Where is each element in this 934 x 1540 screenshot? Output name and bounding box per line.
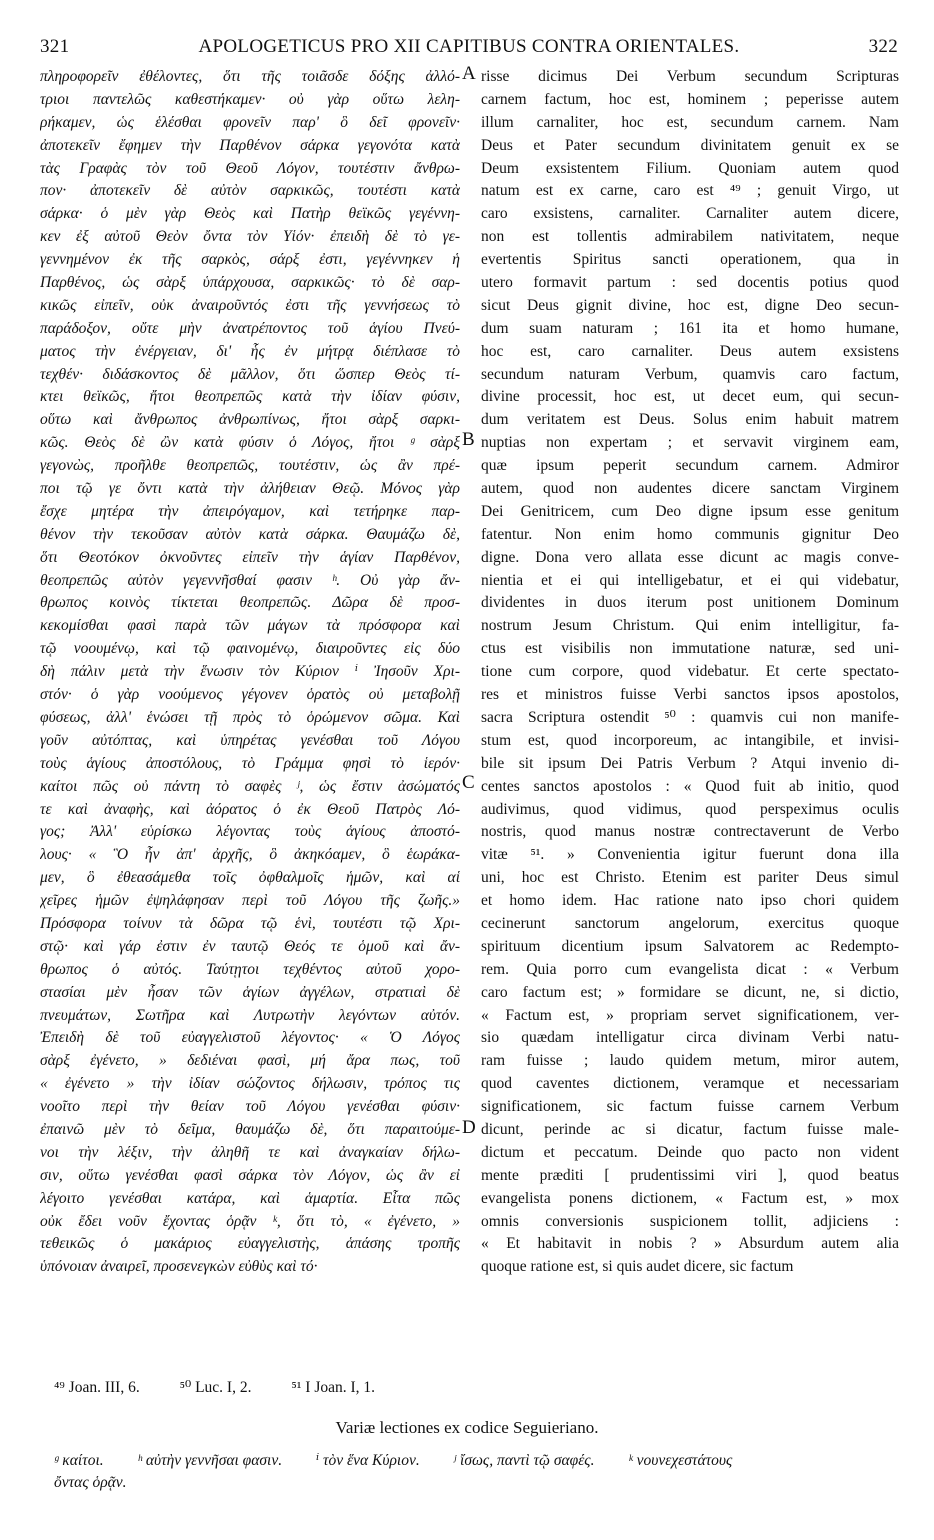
text-line: ποι τῷ γε ὄντι κατὰ τὴν ἀλήθειαν Θεῷ. Μόνος γὰρ [40,480,460,498]
text-line: οὐκ ἔδει νοῦν ἔχοντας ὁρᾷν ᵏ, ὅτι τὸ, « ἐγένετο, » [40,1212,460,1230]
footnote-51: ⁵¹ I Joan. I, 1. [291,1379,376,1396]
text-line: secundum naturam Verbum, quamvis caro factum, [481,365,899,383]
footnote-49: ⁴⁹ Joan. III, 6. [54,1379,140,1396]
variant-h: ʰ αὐτὴν γεννῆσαι φασιν. [137,1452,283,1469]
text-line: non est tollentis admirabilem nativitatem, neque [481,228,899,246]
text-line: digne. Dona vero allata esse dicunt ac magis conve- [481,548,899,566]
text-line: κεκομίσθαι φασὶ παρὰ τῶν μάγων τὰ πρόσφορα καὶ [40,617,460,635]
text-line: natum est ex carne, caro est ⁴⁹ ; genuit Virgo, ut [481,182,899,200]
text-line: tione cum corpore, quod videbatur. Et certe spectato- [481,663,899,681]
text-line: ἀποτεκεῖν ἔφημεν τὴν Παρθένον σάρκα γεγονότα κατὰ [40,136,460,154]
text-line: θρωπος κοινὸς τίκτεται θεοπρεπῶς. Δῶρα δὲ προσ- [40,594,460,612]
text-line: « ἐγένετο » τὴν ἰδίαν σώζοντος δήλωσιν, τρόπος τις [40,1075,460,1093]
text-line: illum carnaliter, hoc est, secundum carnem. Nam [481,113,899,131]
text-line: quoque ratione est, si quis audet dicere, sic factum [481,1258,794,1276]
footnote-50: ⁵⁰ Luc. I, 2. [179,1379,252,1396]
text-line: dum veritatem est Deus. Solus enim habuit matrem [481,411,899,429]
text-line: γος; Ἀλλ' εὑρίσκω λέγοντας τοὺς ἁγίους ἀποστό- [40,823,460,841]
text-line: Παρθένος, ὡς σὰρξ ὑπάρχουσα, σαρκικῶς· τὸ δὲ σαρ- [40,274,460,292]
footnotes [54,1378,874,1397]
greek-text-column [40,66,460,1279]
latin-text-column [481,66,899,1279]
text-line: caro factum est; » formidare se dicunt, ne, si dictio, [481,983,899,1001]
running-title: APOLOGETICUS PRO XII CAPITIBUS CONTRA ORIENTALES. [198,36,740,57]
text-line: caro exsistens, carnaliter. Carnaliter autem dicere, [481,205,899,223]
text-line: τὰς Γραφὰς τὸν τοῦ Θεοῦ Λόγον, τουτέστιν ἄνθρω- [40,159,460,177]
text-line: carnem factum, hoc est, hominem ; peperisse autem [481,90,899,108]
text-line: σιν, οὕτω γενέσθαι φασὶ σάρκα τὸν Λόγον, ὡς ἂν εἰ [40,1166,460,1184]
text-line: quod caventes dictionem, veramque et necessariam [481,1075,899,1093]
text-line: omnis conversionis suspicionem tollit, adjiciens : [481,1212,899,1230]
text-line: σὰρξ ἐγένετο, » δεδιέναι φασὶ, μή ἄρα πως, τοῦ [40,1052,460,1070]
text-line: κῶς. Θεὸς δὲ ὢν κατὰ φύσιν ὁ Λόγος, ἤτοι ᵍ σὰρξ [40,434,460,452]
text-line: nostris, quod manus nostræ contrectaverunt de Verbo [481,823,899,841]
variant-i: ⁱ τὸν ἕνα Κύριον. [315,1452,420,1469]
text-line: « Factum est, » propriam servet significationem, ver- [481,1006,899,1024]
text-line: significationem, sic factum fuisse carnem Verbum [481,1098,899,1116]
text-line: ἔσχε μητέρα τὴν ἀπειρόγαμον, καὶ τετήρηκε παρ- [40,502,460,520]
text-line: τριοι παντελῶς καθεστήκαμεν· οὐ γὰρ οὕτω λελη- [40,90,460,108]
text-line: κεν ἐξ αὐτοῦ Θεὸν ὄντα τὸν Υἱόν· ἐπειδὴ δὲ τὸ γε- [40,228,460,246]
text-line: στόν· ὁ γὰρ νοούμενος γέγονεν ὁρατὸς οὐ μεταβολῇ [40,686,460,704]
section-marker-d: D [462,1117,476,1138]
text-line: nientia et ei qui intelligebatur, et ei qui videbatur, [481,571,899,589]
text-line: bile sit ipsum Dei Patris Verbum ? Atqui invenio di- [481,754,899,772]
text-line: Ἐπειδὴ δὲ τοῦ εὐαγγελιστοῦ λέγοντος· « Ὁ Λόγος [40,1029,460,1047]
text-line: « Et habitavit in nobis ? » Absurdum autem alia [481,1235,899,1253]
text-line: γεγονὼς, προῆλθε θεοπρεπῶς, τουτέστιν, ὡς ἂν πρέ- [40,457,460,475]
text-line: τεθεικῶς ὁ μακάριος εὐαγγελιστὴς, ἁπάσης τροπῆς [40,1235,460,1253]
variant-k: ᵏ νουνεχεστάτους [628,1452,733,1469]
text-line: ἐπαινῶ μὲν τὸ δεῖμα, θαυμάζω δὲ, ὅτι παραιτούμε- [40,1120,460,1138]
variae-lectiones-title: Variæ lectiones ex codice Seguieriano. [335,1418,599,1437]
text-line: spirituum dicentium ipsum Salvatorem ac Redempto- [481,937,899,955]
section-marker-c: C [462,772,475,793]
text-line: θένον τὴν τεκοῦσαν αὐτὸν κατὰ σάρκα. Θαυμάζω δὲ, [40,525,460,543]
text-line: δὴ πάλιν μετὰ τὴν ἕνωσιν τὸν Κύριον ⁱ Ἰησοῦν Χρι- [40,663,460,681]
text-line: dum suam naturam ; 161 ita et homo humane, [481,319,899,337]
text-line: dictum et peccatum. Deinde quo pacto non vident [481,1143,899,1161]
variant-g: ᵍ καίτοι. [54,1452,104,1469]
text-line: οὕτω καὶ ἄνθρωπος ἀνθρωπίνως, ἤτοι σὰρξ σαρκι- [40,411,460,429]
text-line: πνευμάτων, Σωτῆρα καὶ Λυτρωτὴν λεγόντων αὐτόν. [40,1006,460,1024]
text-line: Deum exsistentem Filium. Quoniam autem quod [481,159,899,177]
text-line: παράδοξον, οὔτε μὴν ἀνατρέποντος τοῦ ἁγίου Πνεύ- [40,319,460,337]
text-line: risse dicimus Dei Verbum secundum Scripturas [481,68,899,85]
variant-j: ʲ ἴσως, παντὶ τῷ σαφές. [453,1452,595,1469]
text-line: ὅτι Θεοτόκον ὀκνοῦντες εἰπεῖν τὴν ἁγίαν Παρθένον, [40,548,460,566]
text-line: dicunt, perinde ac si dicatur, factum fuisse male- [481,1120,899,1138]
text-line: vitæ ⁵¹. » Convenientia igitur fuerunt dona illa [481,846,899,864]
text-line: χεῖρες ἡμῶν ἐψηλάφησαν περὶ τοῦ Λόγου τῆς ζωῆς.» [40,892,460,910]
text-line: ram fuisse ; laudo quidem metum, miror autem, [481,1052,899,1070]
text-line: mente præditi [ prudentissimi viri ], quod beatus [481,1166,899,1184]
page-number-left: 321 [40,36,70,57]
text-line: κτει θεϊκῶς, ἤτοι θεοπρεπῶς κατὰ τὴν ἰδίαν φύσιν, [40,388,460,406]
text-line: audivimus, quod vidimus, quod perspeximus oculis [481,800,899,818]
text-line: fatentur. Non enim homo communis gignitur Deo [481,525,899,543]
variant-line-continued: ὄντας ὁρᾷν. [54,1474,127,1491]
text-line: τῷ νοουμένῳ, καὶ τῷ φαινομένῳ, διαιροῦντες εἰς δύο [40,640,460,658]
text-line: Πρόσφορα τοίνυν τὰ δῶρα τῷ ἑνὶ, τουτέστι τῷ Χρι- [40,914,460,932]
text-line: καίτοι πῶς οὐ πάντη τὸ σαφὲς ʲ, ὡς ἔστιν ἀσώματός [40,777,460,795]
text-line: ρήκαμεν, ὡς ἑλέσθαι φρονεῖν παρ' ὃ δεῖ φρονεῖν· [40,113,460,131]
text-line: πληροφορεῖν ἐθέλοντες, ὅτι τῆς τοιᾶσδε δόξης ἀλλό- [40,68,460,85]
text-line: τε καὶ ἀναφὴς, καὶ ἀόρατος ὁ ἐκ Θεοῦ Πατρὸς Λό- [40,800,460,818]
text-line: Dei Genitricem, cum Deo digne ipsum esse genitum [481,502,899,520]
text-line: utero formavit partum : sed docentis potius quod [481,274,899,292]
text-line: νοοῖτο περὶ τὴν θείαν τοῦ Λόγου γενέσθαι φύσιν· [40,1098,460,1116]
text-line: γεννημένον ἐκ τῆς σαρκὸς, σάρξ ἐστι, γεγέννηκεν ἡ [40,251,460,269]
section-marker-b: B [462,429,475,450]
variant-readings [54,1450,904,1494]
text-line: μεν, ὃ ἐθεασάμεθα τοῖς ὀφθαλμοῖς ἡμῶν, καὶ αἱ [40,869,460,887]
text-line: τοὺς ἁγίους ἀποστόλους, τὸ Γράμμα φησὶ τὸ ἱερόν· [40,754,460,772]
text-line: centes sanctos apostolos : « Quod fuit ab initio, quod [481,777,899,795]
text-line: στασίαι μὲν ἦσαν τῶν ἁγίων ἀγγέλων, στρατιαὶ δὲ [40,983,460,1001]
text-line: evangelista ponens dictionem, « Factum est, » mox [481,1189,899,1207]
text-line: uni, hoc est Christo. Etenim est pariter Deus simul [481,869,899,887]
text-line: γοῦν αὐτόπτας, καὶ ὑπηρέτας γενέσθαι τοῦ Λόγου [40,731,460,749]
text-line: divine processit, hoc est, ut decet eum, qui secun- [481,388,899,406]
text-line: κικῶς εἰπεῖν, οὐκ ἀναιροῦντός ἐστι τῆς γεννήσεως τὸ [40,296,460,314]
text-line: cecinerunt sanctorum angelorum, exercitus quoque [481,914,899,932]
text-line: quæ ipsum peperit secundum carnem. Admiror [481,457,899,475]
text-line: rem. Quia porro cum evangelista dicat : « Verbum [481,960,899,978]
text-line: στῷ· καὶ γάρ ἐστιν ἐν ταυτῷ Θεός τε ὁμοῦ καὶ ἄν- [40,937,460,955]
text-line: stum est, quod incorporeum, ac intangibile, et invisi- [481,731,899,749]
text-line: ὑπόνοιαν ἀναιρεῖ, προσενεγκὼν εὐθὺς καὶ τό· [40,1258,318,1276]
text-line: dividentes in duos iterum post unitionem Dominum [481,594,899,612]
text-line: θεοπρεπῶς αὐτὸν γεγεννῆσθαί φασιν ʰ. Οὐ γὰρ ἄν- [40,571,460,589]
text-line: τεχθέν· διδάσκοντος δὲ μᾶλλον, ὅτι ὥσπερ Θεὸς τί- [40,365,460,383]
text-line: λους· « Ὃ ἦν ἀπ' ἀρχῆς, ὃ ἀκηκόαμεν, ὃ ἑωράκα- [40,846,460,864]
text-line: sicut Deus gignit divine, hoc est, digne Deo secun- [481,296,899,314]
text-line: res et ministros fuisse Verbi sanctos ipsos apostolos, [481,686,899,704]
text-line: sacra Scriptura ostendit ⁵⁰ : quamvis cui non manife- [481,708,899,726]
text-line: σάρκα· ὁ μὲν γὰρ Θεὸς καὶ Πατὴρ θεϊκῶς γεγέννη- [40,205,460,223]
text-line: nostrum Jesum Christum. Qui enim intelligitur, fa- [481,617,899,635]
text-line: sio quædam intelligatur circa divinam Verbi natu- [481,1029,899,1047]
text-line: autem, quod non audentes dicere sanctam Virginem [481,480,899,498]
text-line: θρωπος ὁ αὐτός. Ταύτῃτοι τεχθέντος αὐτοῦ χορο- [40,960,460,978]
text-line: λέγοιτο γενέσθαι κατάρα, καὶ ἁμαρτία. Εἶτα πῶς [40,1189,460,1207]
section-marker-a: A [462,63,476,84]
text-line: hoc est, caro carnaliter. Deus autem exsistens [481,342,899,360]
page-header [40,36,898,60]
text-line: et homo idem. Hac ratione nato ipso chori quidem [481,892,899,910]
text-line: Deus et Pater secundum divinitatem genuit ex se [481,136,899,154]
text-line: nuptias non expertam ; et servavit virginem eam, [481,434,899,452]
text-line: νοι τὴν λέξιν, τὴν ἀληθῆ τε καὶ ἀναγκαίαν δήλω- [40,1143,460,1161]
text-line: ctus est visibilis non immutatione naturæ, sed uni- [481,640,899,658]
text-line: φύσεως, ἀλλ' ἑνώσει τῇ πρὸς τὸ ὁρώμενον σῶμα. Καὶ [40,708,460,726]
text-line: evertentis Spiritus sancti operationem, qua in [481,251,899,269]
text-line: ματος τὴν ἐνέργειαν, δι' ἧς ἐν μήτρᾳ διέπλασε τὸ [40,342,460,360]
variant-line [54,1450,904,1472]
page-number-right: 322 [868,36,898,57]
text-line: πον· ἀποτεκεῖν δὲ αὐτὸν σαρκικῶς, τουτέστι κατὰ [40,182,460,200]
